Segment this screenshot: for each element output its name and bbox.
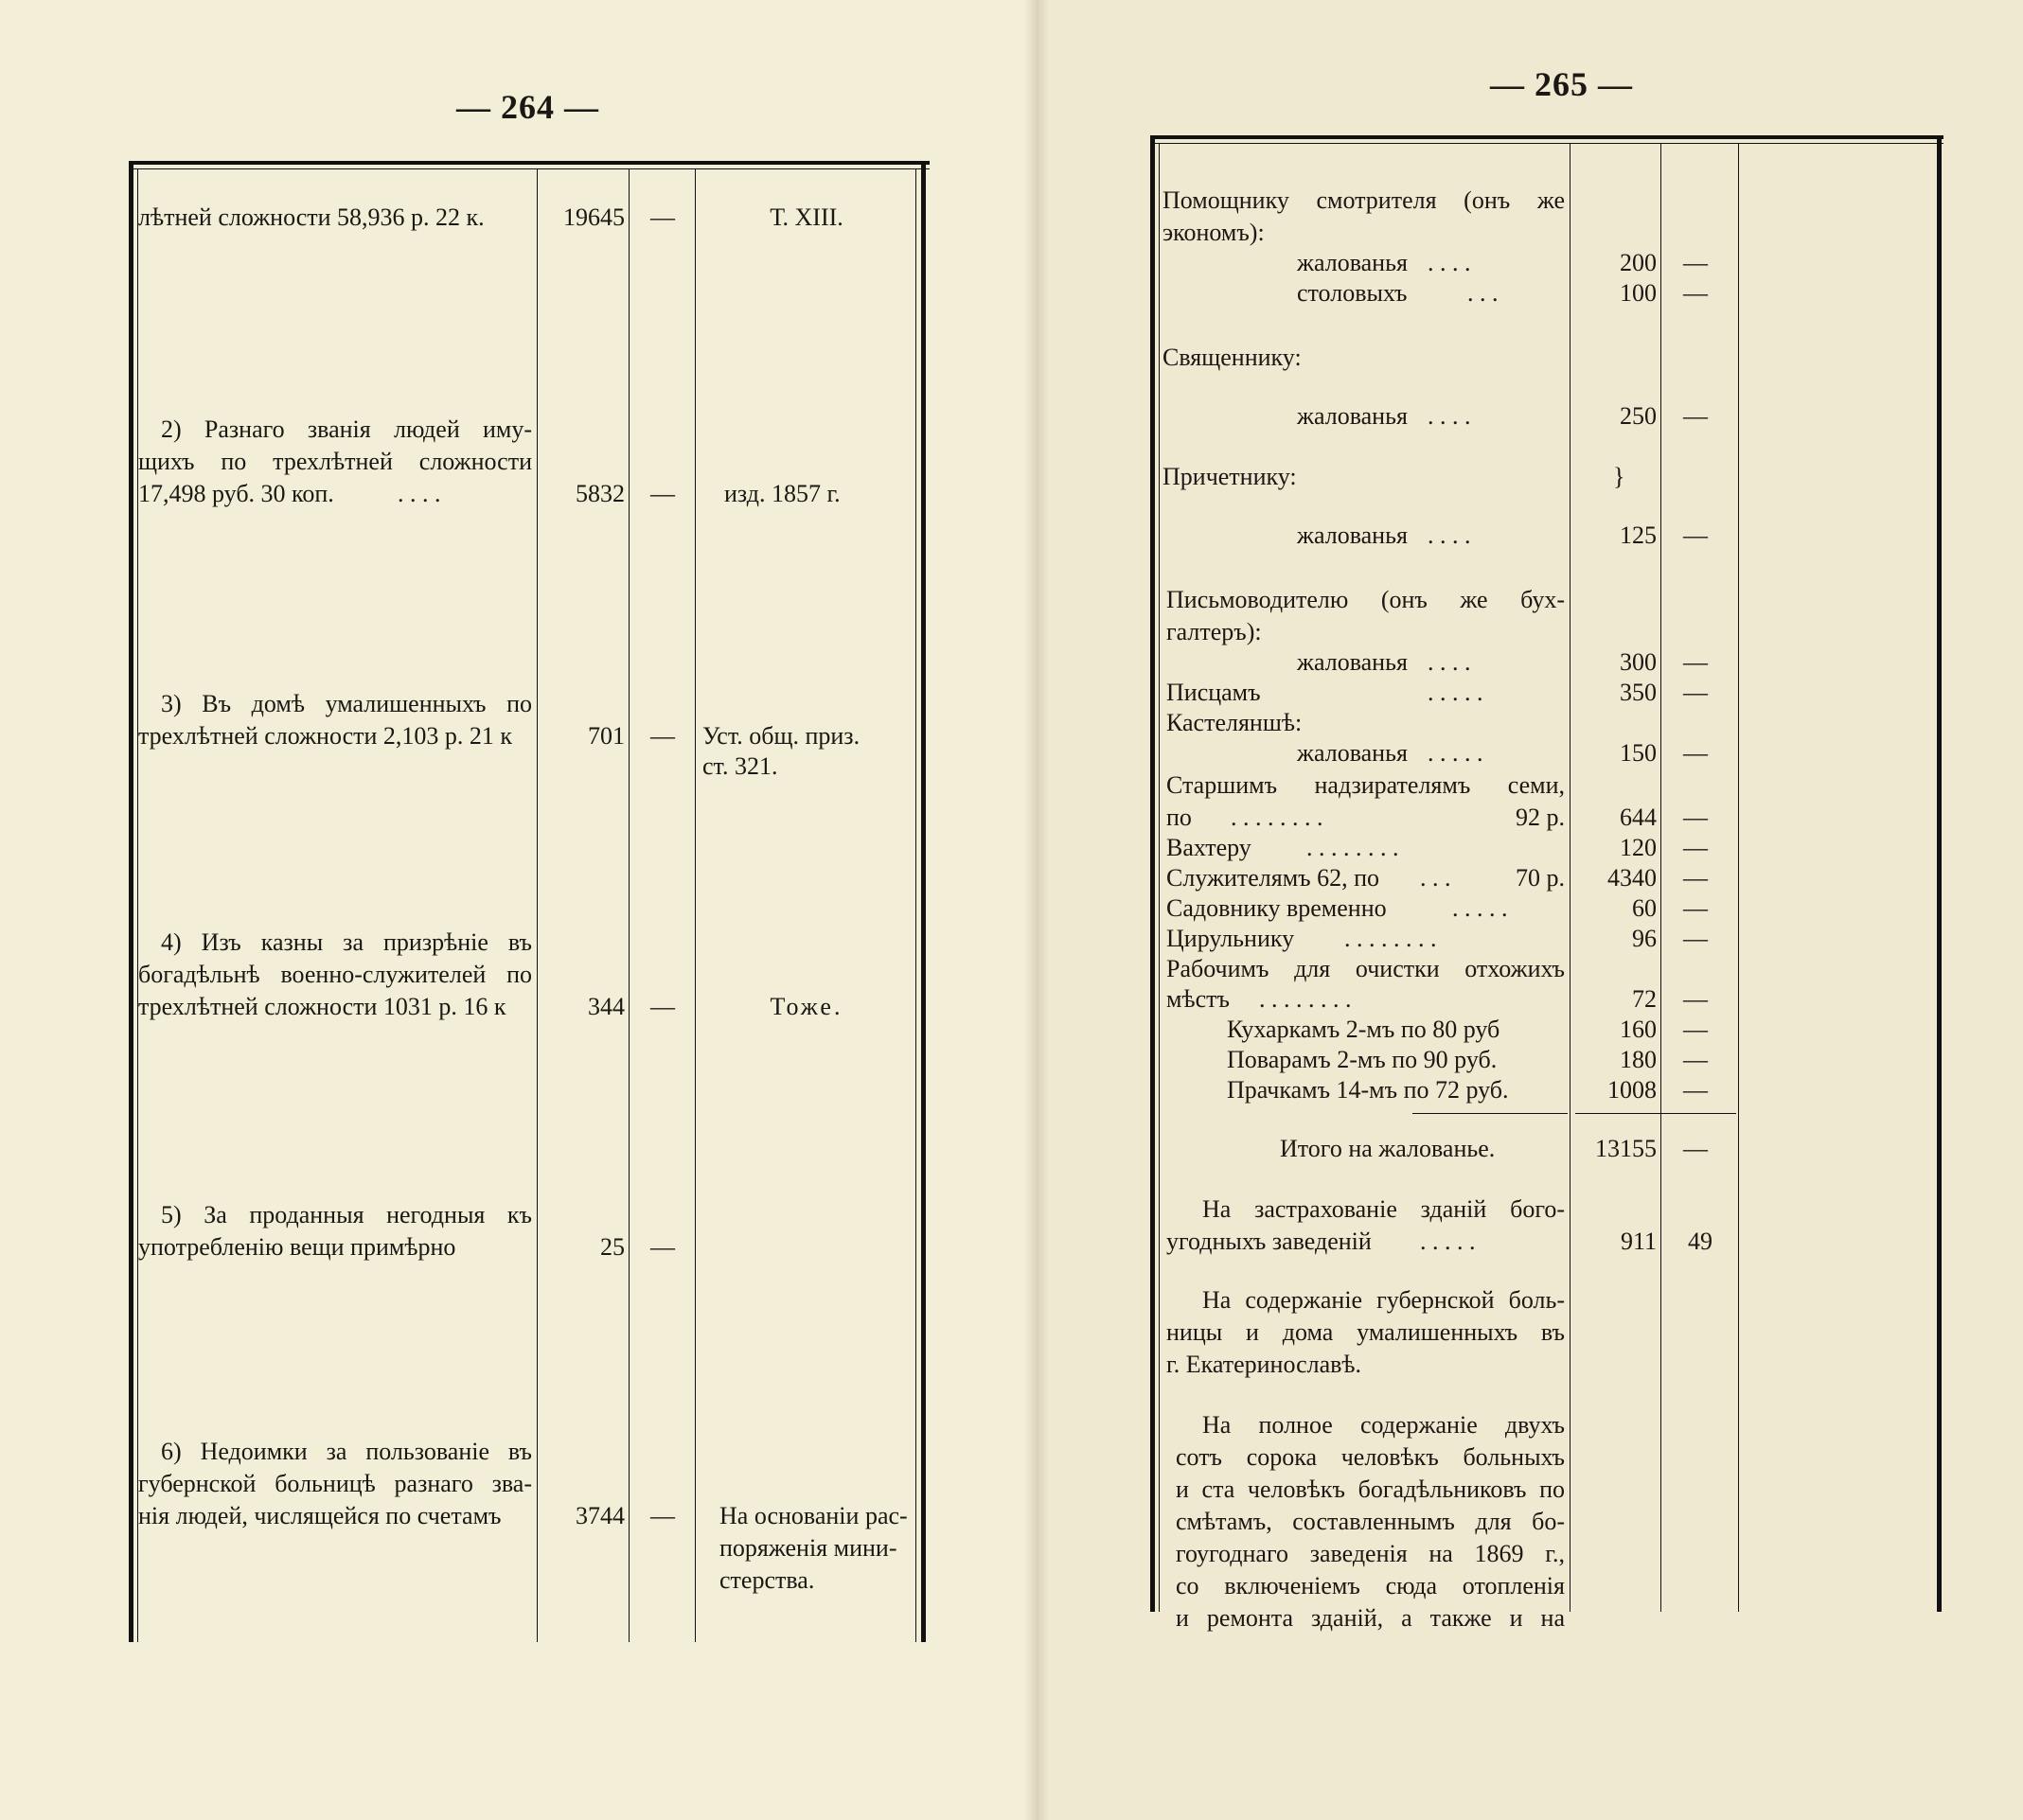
row-text: Прачкамъ 14-мъ по 72 руб.: [1227, 1076, 1509, 1104]
row-text: Старшимъ надзирателямъ семи,: [1166, 771, 1565, 799]
leader-dots: . . . .: [1428, 648, 1471, 676]
column-divider: [695, 168, 696, 1642]
table-top-rule-thin: [129, 168, 930, 169]
row-text: Садовнику временно: [1166, 894, 1387, 922]
table-left-border: [129, 161, 133, 1642]
row-amount: 350: [1620, 679, 1657, 706]
row-text: Причетнику:: [1162, 463, 1297, 490]
row-text: Поварамъ 2-мъ по 90 руб.: [1227, 1046, 1498, 1073]
row-amount: 125: [1620, 521, 1657, 549]
row-amount: 100: [1620, 279, 1657, 307]
row-text: 5) За проданныя негодныя къ: [161, 1201, 532, 1228]
row-text: галтеръ):: [1166, 618, 1262, 645]
row-text: 6) Недоимки за пользованіе въ: [161, 1438, 532, 1465]
row-text: сотъ сорока человѣкъ больныхъ: [1176, 1443, 1565, 1471]
leader-dots: . . . . . . . .: [1306, 834, 1399, 861]
row-text: Служителямъ 62, по: [1166, 864, 1379, 892]
total-label: Итого на жалованье.: [1280, 1135, 1496, 1162]
row-kopecks: —: [1683, 279, 1708, 307]
table-top-rule-thin: [1150, 143, 1943, 144]
row-kopecks: —: [650, 1233, 675, 1261]
row-note: ст. 321.: [702, 752, 778, 780]
row-kopecks: —: [1683, 1135, 1708, 1162]
book-gutter: [1024, 0, 1049, 1820]
row-amount: 344: [588, 993, 625, 1020]
row-text: и ремонта зданій, а также и на: [1176, 1604, 1565, 1632]
row-amount: 701: [588, 722, 625, 750]
row-kopecks: —: [1683, 804, 1708, 831]
row-kopecks: —: [650, 480, 675, 507]
table-right-border: [921, 161, 926, 1642]
row-amount: 160: [1620, 1016, 1657, 1043]
row-kopecks: —: [1683, 985, 1708, 1013]
row-kopecks: —: [650, 203, 675, 231]
row-note: Т. XIII.: [770, 203, 843, 231]
page-number-left: — 264 —: [456, 88, 599, 126]
row-text: смѣтамъ, составленнымъ для бо-: [1176, 1508, 1565, 1535]
leader-dots: . . . .: [1428, 249, 1471, 276]
table-left-border-thin: [137, 168, 138, 1642]
row-text: 4) Изъ казны за призрѣніе въ: [161, 928, 532, 956]
leader-dots: . . . . .: [1420, 1228, 1476, 1255]
row-text: г. Екатеринославѣ.: [1166, 1351, 1362, 1378]
row-amount: 19645: [563, 203, 625, 231]
row-text: жалованья: [1297, 739, 1408, 767]
column-divider: [1738, 143, 1739, 1612]
row-text: 2) Разнаго званія людей иму-: [161, 415, 532, 443]
row-note: поряженія мини-: [719, 1534, 897, 1562]
row-kopecks: —: [1683, 834, 1708, 861]
leader-dots: . . . .: [398, 480, 441, 507]
table-left-border: [1150, 135, 1155, 1612]
row-text: по: [1166, 804, 1192, 831]
table-right-border-thin: [915, 168, 916, 1642]
row-text: 3) Въ домѣ умалишенныхъ по: [161, 690, 532, 717]
row-text: щихъ по трехлѣтней сложности: [138, 448, 532, 475]
row-text: жалованья: [1297, 402, 1408, 430]
row-note: На основаніи рас-: [719, 1502, 908, 1529]
row-text: Писцамъ: [1166, 679, 1261, 706]
row-text: богадѣльнѣ военно-служителей по: [138, 961, 532, 988]
row-text: Священнику:: [1162, 344, 1302, 371]
row-kopecks: —: [1683, 739, 1708, 767]
row-text: употребленію вещи примѣрно: [138, 1233, 456, 1261]
row-text: жалованья: [1297, 249, 1408, 276]
row-kopecks: —: [1683, 925, 1708, 952]
leader-dots: . . . . . . . .: [1231, 804, 1323, 831]
row-kopecks: —: [650, 722, 675, 750]
row-amount: 300: [1620, 648, 1657, 676]
row-amount: 72: [1632, 985, 1657, 1013]
total-amount: 13155: [1595, 1135, 1657, 1162]
row-kopecks: —: [650, 1502, 675, 1529]
row-kopecks: —: [1683, 1046, 1708, 1073]
leader-dots: . . . . .: [1428, 739, 1483, 767]
row-note: Уст. общ. приз.: [702, 722, 861, 750]
row-kopecks: —: [1683, 1076, 1708, 1104]
row-amount: 150: [1620, 739, 1657, 767]
row-text: столовыхъ: [1297, 279, 1408, 307]
row-kopecks: —: [1683, 521, 1708, 549]
table-right-border: [1937, 135, 1942, 1612]
row-text: со включеніемъ сюда отопленія: [1176, 1572, 1565, 1599]
row-amount: 96: [1632, 925, 1657, 952]
row-text: На содержаніе губернской боль-: [1202, 1286, 1565, 1314]
row-rate: 92 р.: [1516, 804, 1565, 831]
row-amount: 911: [1620, 1228, 1657, 1255]
row-text: трехлѣтней сложности 2,103 р. 21 к: [138, 722, 513, 750]
leader-dots: . . . .: [1428, 521, 1471, 549]
row-text: На застрахованіе зданій бого-: [1202, 1195, 1565, 1223]
row-text: Цирульнику: [1166, 925, 1295, 952]
row-amount: 1008: [1607, 1076, 1657, 1104]
row-amount: 25: [600, 1233, 625, 1261]
row-text: губернской больницѣ разнаго зва-: [138, 1470, 532, 1497]
row-kopecks: —: [650, 993, 675, 1020]
row-text: трехлѣтней сложности 1031 р. 16 к: [138, 993, 506, 1020]
leader-dots: . . .: [1467, 279, 1499, 307]
row-text: На полное содержаніе двухъ: [1202, 1411, 1565, 1439]
row-text: гоугоднаго заведенія на 1869 г.,: [1176, 1540, 1565, 1567]
row-kopecks: 49: [1688, 1228, 1712, 1255]
column-divider: [1660, 143, 1661, 1612]
row-text: угодныхъ заведеній: [1166, 1228, 1372, 1255]
row-text: экономъ):: [1162, 219, 1265, 246]
total-rule: [1412, 1113, 1568, 1114]
page-number-right: — 265 —: [1490, 65, 1633, 103]
row-kopecks: —: [1683, 864, 1708, 892]
row-amount: 180: [1620, 1046, 1657, 1073]
row-kopecks: —: [1683, 249, 1708, 276]
row-text: жалованья: [1297, 648, 1408, 676]
row-amount: 120: [1620, 834, 1657, 861]
row-text: и ста человѣкъ богадѣльниковъ по: [1176, 1475, 1565, 1503]
row-text: жалованья: [1297, 521, 1408, 549]
row-text: мѣстъ: [1166, 985, 1230, 1013]
row-text: Вахтеру: [1166, 834, 1251, 861]
row-kopecks: —: [1683, 648, 1708, 676]
total-rule: [1575, 1113, 1736, 1114]
row-note: стерства.: [719, 1566, 815, 1594]
row-text: нія людей, числящейся по счетамъ: [138, 1502, 502, 1529]
row-amount: 5832: [576, 480, 625, 507]
table-top-rule: [129, 161, 930, 165]
leader-dots: . . . . .: [1452, 894, 1508, 922]
column-divider: [537, 168, 538, 1642]
leader-dots: . . . . . . . .: [1344, 925, 1437, 952]
brace-mark: }: [1613, 463, 1625, 490]
leader-dots: . . .: [1420, 864, 1451, 892]
row-text: Рабочимъ для очистки отхожихъ: [1166, 955, 1565, 982]
row-amount: 60: [1632, 894, 1657, 922]
table-top-rule: [1150, 135, 1943, 139]
row-note: Тоже.: [770, 993, 843, 1020]
row-text: 17,498 руб. 30 коп.: [138, 480, 334, 507]
row-text: Письмоводителю (онъ же бух-: [1166, 586, 1565, 613]
row-kopecks: —: [1683, 894, 1708, 922]
row-text: Кастеляншѣ:: [1166, 709, 1303, 736]
row-amount: 4340: [1607, 864, 1657, 892]
row-text: Кухаркамъ 2-мъ по 80 руб: [1227, 1016, 1500, 1043]
table-left-border-thin: [1159, 143, 1160, 1612]
row-amount: 3744: [576, 1502, 625, 1529]
row-amount: 644: [1620, 804, 1657, 831]
row-amount: 200: [1620, 249, 1657, 276]
row-text: ницы и дома умалишенныхъ въ: [1166, 1318, 1565, 1346]
row-note: изд. 1857 г.: [724, 480, 841, 507]
leader-dots: . . . . . . . .: [1259, 985, 1352, 1013]
leader-dots: . . . .: [1428, 402, 1471, 430]
row-text: лѣтней сложности 58,936 р. 22 к.: [138, 203, 485, 231]
row-rate: 70 р.: [1516, 864, 1565, 892]
row-text: Помощнику смотрителя (онъ же: [1162, 186, 1565, 214]
row-kopecks: —: [1683, 1016, 1708, 1043]
leader-dots: . . . . .: [1428, 679, 1483, 706]
row-amount: 250: [1620, 402, 1657, 430]
row-kopecks: —: [1683, 402, 1708, 430]
column-divider: [629, 168, 630, 1642]
row-kopecks: —: [1683, 679, 1708, 706]
